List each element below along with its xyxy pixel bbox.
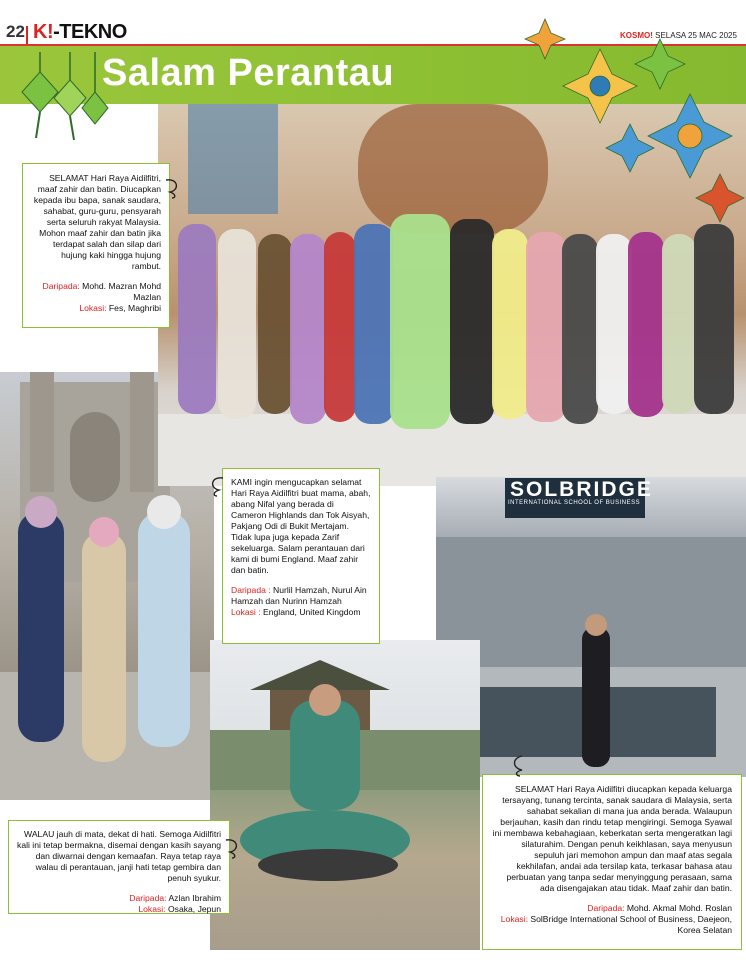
sender-label: Daripada: xyxy=(129,893,167,903)
message-text: SELAMAT Hari Raya Aidilfitri, maaf zahir dan batin. Diucapkan kepada ibu bapa, sanak saudara, sahabat, guru-guru, pensyarah serta seluruh rakyat Malaysia. Mohon maaf zahir dan batin jika terdapat salah dan silap dari hujung kaki hingga hujung rambut. xyxy=(33,173,161,271)
ketupat-ornament-icon xyxy=(10,52,110,144)
sender-name: Nurlil Hamzah, Nurul Ain Hamzah dan Nurinn Hamzah xyxy=(231,585,367,606)
message-box-korea xyxy=(482,774,742,950)
connector-curl-icon xyxy=(224,836,244,860)
dateline-brand: KOSMO! xyxy=(620,31,653,40)
sender-name: Azlan Ibrahim xyxy=(166,893,221,903)
section-tekno: -TEKNO xyxy=(53,21,127,43)
message-sender xyxy=(492,903,732,914)
sender-name: Mohd. Akmal Mohd. Roslan xyxy=(624,903,732,913)
message-text: KAMI ingin mengucapkan selamat Hari Raya Aidilfitri buat mama, abah, abang Nifal yang berada di Cameron Highlands dan Tok Aisyah, Pakjang Odi di Bukit Mertajam. Tidak lupa juga kepada Zarif sekeluarga. Salam perantauan dari kami di bumi England. Maaf zahir dan batin. xyxy=(231,477,371,575)
message-sender xyxy=(17,893,221,904)
location-name: England, United Kingdom xyxy=(260,607,361,617)
connector-curl-icon xyxy=(508,754,528,778)
page-number: 22 xyxy=(6,22,25,41)
message-location xyxy=(31,303,161,314)
solbridge-sign-subtitle: INTERNATIONAL SCHOOL OF BUSINESS xyxy=(508,500,641,506)
solbridge-building-illustration xyxy=(436,477,746,777)
photo-osaka xyxy=(210,640,480,950)
message-text: WALAU jauh di mata, dekat di hati. Semoga Aidilfitri kali ini tetap bermakna, disemai dengan kasih sayang dan diwarnai dengan kemaafan. Raya tetap raya walau di perantauan, janji hati tetap gembira dan penuh syukur. xyxy=(17,829,221,883)
message-location xyxy=(231,607,371,618)
message-box-fes xyxy=(22,163,170,328)
page-title: Salam Perantau xyxy=(102,52,395,94)
sender-label: Daripada : xyxy=(231,585,271,595)
message-sender xyxy=(231,585,371,607)
location-label: Lokasi: xyxy=(500,914,528,924)
message-box-osaka xyxy=(8,820,230,914)
sender-name: Mohd. Mazran Mohd Mazlan xyxy=(79,281,161,302)
page-number-divider xyxy=(26,26,28,44)
message-sender xyxy=(31,281,161,303)
osaka-temple-illustration xyxy=(210,640,480,950)
connector-curl-icon xyxy=(164,176,184,200)
message-text: SELAMAT Hari Raya Aidilfitri diucapkan kepada keluarga tersayang, tunang tercinta, sanak saudara di Malaysia, serta sahabat sekalian di mana jua anda berada. Walaupun berjauhan, kasih dan rindu tetap mengiringi. Semoga Syawal ini membawa kebahagiaan, keberkatan serta mengeratkan lagi silaturahim. Dengan penuh keikhlasan, saya menyusun sepuluh jari memohon ampun dan maaf atas segala kekhilafan, andai ada tersilap kata, terkasar bahasa atau perbuatan yang tanpa sedar menyinggung perasaan, sama ada disengajakan atau tidak. Maaf zahir dan batin. xyxy=(492,784,732,893)
connector-curl-icon xyxy=(205,474,225,498)
location-label: Lokasi: xyxy=(138,904,166,914)
dateline-date: SELASA 25 MAC 2025 xyxy=(652,31,737,40)
message-box-england xyxy=(222,468,380,644)
photo-solbridge xyxy=(436,477,746,777)
message-location xyxy=(17,904,221,915)
sender-label: Daripada: xyxy=(42,281,80,291)
islamic-star-ornament-icon xyxy=(520,14,746,244)
section-k: K! xyxy=(33,21,54,43)
section-name xyxy=(33,21,127,44)
location-label: Lokasi: xyxy=(79,303,107,313)
location-name: Fes, Maghribi xyxy=(106,303,161,313)
location-name: SolBridge International School of Business, Daejeon, Korea Selatan xyxy=(528,914,732,935)
sender-label: Daripada: xyxy=(587,903,625,913)
solbridge-sign-name: SOLBRIDGE xyxy=(510,478,653,501)
location-name: Osaka, Jepun xyxy=(165,904,221,914)
location-label: Lokasi : xyxy=(231,607,261,617)
message-location xyxy=(492,914,732,936)
